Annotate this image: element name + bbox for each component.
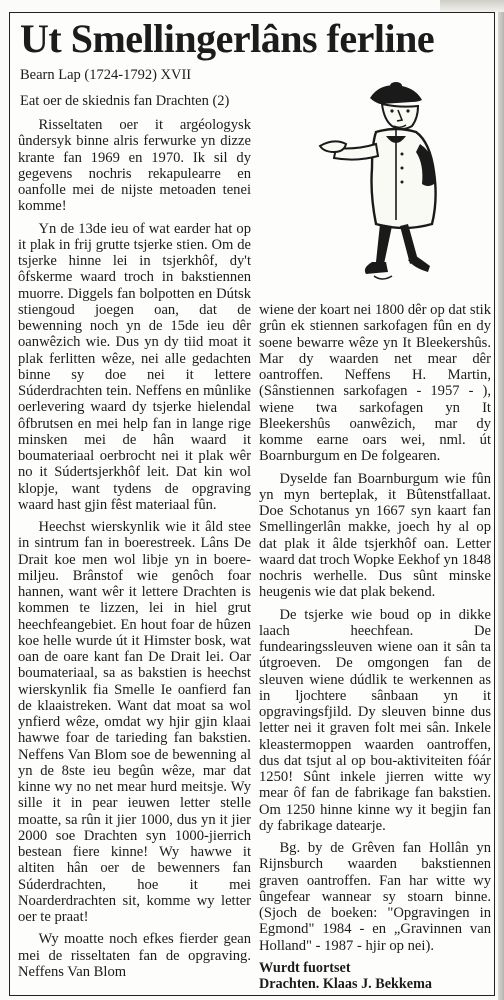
author-byline: Drachten. Klaas J. Bekkema <box>259 975 433 992</box>
paragraph: Heechst wierskynlik wie it âld stee in sintrum fan in boerestreek. Lâns De Drait koe men wol libje yn in boere-miljeu. Brânstof wie genôch foar hannen, want wêr it lettere Drachten is kommen te lizzen, lei in hiel grut heechfeangebiet. En hout foar de hûzen koe helle wurde út it Himster bosk, wat oan de oare kant fan De Drait lei. Oar boumateriaal, sa as bakstien is heechst wierskynlik fia Smelle Ie oanfierd fan de klaaistreken. Want dat moat sa wol ynfierd wêze, omdat wy hjir gjin klaai hawwe foar de tarieding fan bakstien. Neffens Van Blom soe de bewenning al yn de 8ste ieu begûn wêze, mar dat kinne wy no net mear hurd meitsje. Wy sille it in pear ieuwen letter stelle moatte, sa rûn it jier 1000, dus yn it jier 2000 soe Drachten syn 1000-jierrich bestean fiere kinne! Wy hawwe it altiten hân oer de bewenners fan Súderdrachten, hoe it mei Noarderdrachten sit, komme wy letter oer te praat! <box>18 519 251 925</box>
paragraph: Wy moatte noch efkes fierder gean mei de risseltaten fan de opgraving. Neffens Van Blom <box>18 931 251 980</box>
illustration-bearn-lap <box>312 70 462 296</box>
text-column-left <box>18 117 251 980</box>
headline: Ut Smellingerlâns ferline <box>20 16 435 61</box>
page-edge-shadow <box>498 0 504 1000</box>
paper-edge <box>440 0 504 12</box>
paragraph: Bg. by de Grêven fan Hollân yn Rijnsburch waarden bakstiennen graven oantroffen. Fan har witte wy ûngefear wannear sy stoarn binne. (Sjoch de boeken: "Opgravingen in Egmond" 1984 - en „Gravinnen van Holland" - 1987 - hjir op nei). <box>259 840 491 954</box>
paragraph: Yn de 13de ieu of wat earder hat op it plak in frij grutte tsjerke stien. Om de tsjerke hinne lei in tsjerkhôf, dy't ôfskerme waard troch in bakstiennen muorre. Diggels fan bolpotten en Dútsk stiengoud joegen oan, dat de bewenning noch yn de 15de ieu dêr oanwêzich wie. Dus yn dy tiid moat it plak ferlitten wêze, nei alle gedachten binne sy doe nei it lettere Súderdrachten tein. Neffens en mûnlike oerlevering waard dy tsjerke hielendal ôfbrutsen en mei help fan in lange rige minsken mei de hân waard it boumateriaal oerbrocht nei it plak wêr no it Súdertsjerkhôf leit. Dat kin wol klopje, want tydens de opgraving waard hast gjin fêst materiaal fûn. <box>18 220 251 513</box>
text-column-right <box>259 302 491 992</box>
subtitle-topic: Eat oer de skiednis fan Drachten (2) <box>20 93 230 109</box>
paragraph: Risseltaten oer it argéologysk ûndersyk binne alris ferwurke yn dizze krante fan 1969 en 1970. Ik sil dy gegevens nochris rekapulearre en oanfolle mei de nijste metoaden tenei komme! <box>18 117 251 215</box>
paragraph: De tsjerke wie boud op in dikke laach heechfean. De fundearingssleuven wiene oan it sân ta útgroeven. De omgongen fan de sleuven wiene dúdlik te werkennen as in ljochtere sânbaan yn it opgravingsfjild. Dy sleuven binne dus letter nei it graven folt mei sân. Inkele kleastermoppen waarden oantroffen, dus dat tsjut al op bou-aktiviteiten fóár 1250! Sûnt inkele jierren witte wy mear ôf fan de fabrikage fan bakstien. Om 1250 hinne kinne wy it begjin fan dy fabrikage datearje. <box>259 606 491 834</box>
continuation-note: Wurdt fuortset <box>259 959 351 976</box>
paragraph: Dyselde fan Boarnburgum wie fûn yn myn berteplak, it Bûtenstfallaat. Doe Schotanus yn 1667 syn kaart fan Smellingerlân makke, joech hy al op dat plak it âlde tsjerkhôf oan. Letter waard dat troch Wopke Eekhof yn 1848 nochris werhelle. Dus sûnt minske heugenis wie dat plak bekend. <box>259 470 491 601</box>
signoff <box>259 960 491 992</box>
subtitle-series: Bearn Lap (1724-1792) XVII <box>20 67 192 83</box>
paragraph: wiene der koart nei 1800 dêr op dat stik grûn ek stiennen sarkofagen fûn en dy soene bewarre wêze yn It Bleekershûs. Mar dy waarden net mear dêr oantroffen. Neffens H. Martin, (Sânstiennen sarkofagen - 1957 - ), wiene twa sarkofagen yn It Bleekershûs oanwêzich, mar dy komme earne oars wei, nml. út Boarnburgum en De folgearen. <box>259 302 491 465</box>
